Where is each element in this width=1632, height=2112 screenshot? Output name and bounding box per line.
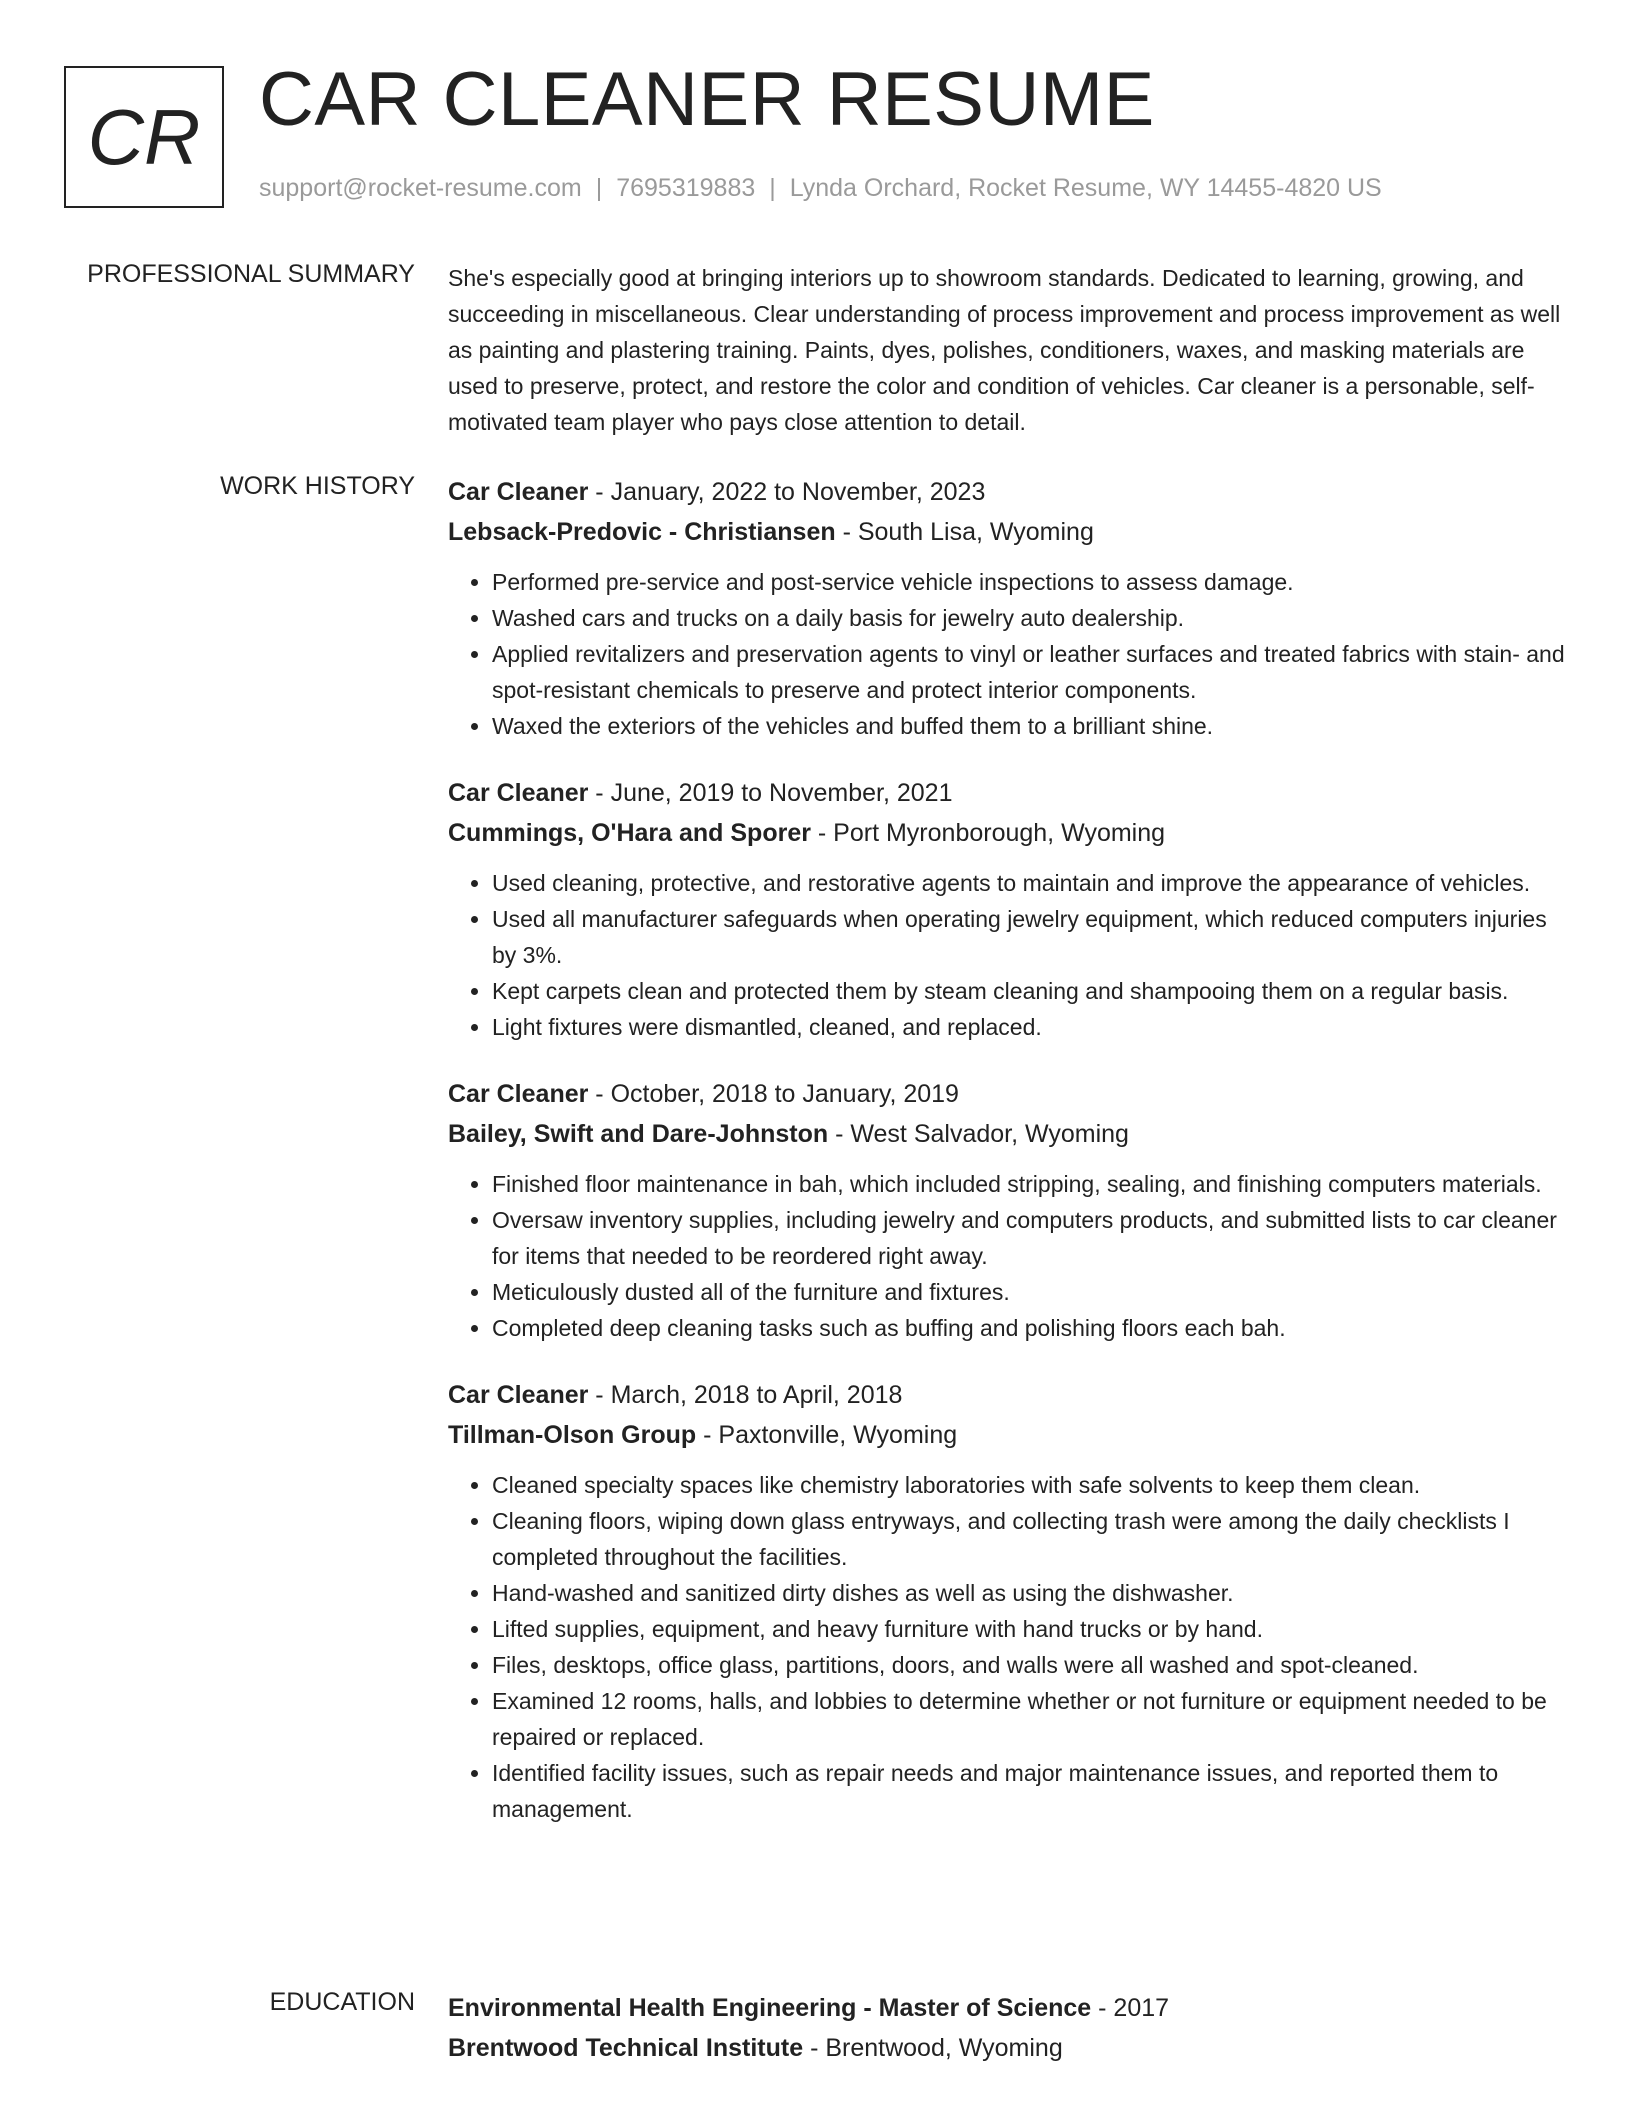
job-bullets	[448, 1166, 1568, 1346]
education-heading: EDUCATION	[269, 1988, 415, 2016]
job-location: - Port Myronborough, Wyoming	[810, 819, 1166, 847]
job-company-line	[448, 1415, 1568, 1455]
job-bullet: • Performed pre-service and post-service vehicle inspections to assess damage.	[492, 564, 1568, 600]
job-title: Car Cleaner	[448, 1381, 589, 1409]
job-bullet: • Cleaning floors, wiping down glass entryways, and collecting trash were among the daily checklists I completed throughout the facilities.	[492, 1503, 1568, 1575]
contact-address: Lynda Orchard, Rocket Resume, WY 14455-4820 US	[789, 174, 1382, 202]
job-dates: - March, 2018 to April, 2018	[588, 1381, 903, 1409]
job-title-line	[448, 1375, 1568, 1415]
job-location: - Paxtonville, Wyoming	[696, 1421, 958, 1449]
job-bullets	[448, 1467, 1568, 1827]
job-company: Cummings, O'Hara and Sporer	[448, 819, 811, 847]
work-history-body	[448, 472, 1568, 1856]
work-history-heading: WORK HISTORY	[220, 472, 415, 500]
job-bullet: • Cleaned specialty spaces like chemistry laboratories with safe solvents to keep them clean.	[492, 1467, 1568, 1503]
summary-text: She's especially good at bringing interiors up to showroom standards. Dedicated to learning, growing, and succeeding in miscellaneous. Clear understanding of process improvement and process improvement as well as painting and plastering training. Paints, dyes, polishes, conditioners, waxes, and masking materials are used to preserve, protect, and restore the color and condition of vehicles. Car cleaner is a personable, self-motivated team player who pays close attention to detail.	[448, 265, 1561, 435]
job-company-line	[448, 1114, 1568, 1154]
job-company-line	[448, 512, 1568, 552]
contact-line	[259, 174, 1382, 203]
contact-phone[interactable]: 7695319883	[616, 174, 756, 202]
job-bullet: • Used cleaning, protective, and restorative agents to maintain and improve the appearance of vehicles.	[492, 865, 1568, 901]
job-dates: - June, 2019 to November, 2021	[588, 779, 953, 807]
job-company-line	[448, 813, 1568, 853]
job-bullet: • Light fixtures were dismantled, cleaned, and replaced.	[492, 1009, 1568, 1045]
degree-line	[448, 1988, 1568, 2028]
school: Brentwood Technical Institute	[448, 2034, 804, 2062]
education-body	[448, 1988, 1568, 2097]
job-bullet: • Washed cars and trucks on a daily basis for jewelry auto dealership.	[492, 600, 1568, 636]
job-entry	[448, 1375, 1568, 1827]
graduation-year: - 2017	[1091, 1994, 1170, 2022]
job-entry	[448, 773, 1568, 1045]
monogram-logo: CR	[64, 66, 224, 208]
job-entry	[448, 1074, 1568, 1346]
summary-heading: PROFESSIONAL SUMMARY	[87, 260, 415, 288]
job-bullet: • Lifted supplies, equipment, and heavy furniture with hand trucks or by hand.	[492, 1611, 1568, 1647]
job-dates: - January, 2022 to November, 2023	[588, 478, 986, 506]
job-bullet: • Oversaw inventory supplies, including jewelry and computers products, and submitted lists to car cleaner for items that needed to be reordered right away.	[492, 1202, 1568, 1274]
job-dates: - October, 2018 to January, 2019	[588, 1080, 959, 1108]
job-entry	[448, 472, 1568, 744]
job-company: Tillman-Olson Group	[448, 1421, 697, 1449]
job-location: - West Salvador, Wyoming	[828, 1120, 1129, 1148]
job-bullet: • Examined 12 rooms, halls, and lobbies to determine whether or not furniture or equipment needed to be repaired or replaced.	[492, 1683, 1568, 1755]
job-bullet: • Applied revitalizers and preservation agents to vinyl or leather surfaces and treated fabrics with stain- and spot-resistant chemicals to preserve and protect interior components.	[492, 636, 1568, 708]
job-title: Car Cleaner	[448, 1080, 589, 1108]
job-bullet: • Kept carpets clean and protected them by steam cleaning and shampooing them on a regular basis.	[492, 973, 1568, 1009]
job-location: - South Lisa, Wyoming	[835, 518, 1094, 546]
contact-separator: |	[595, 174, 603, 202]
job-bullet: • Used all manufacturer safeguards when operating jewelry equipment, which reduced computers injuries by 3%.	[492, 901, 1568, 973]
job-bullet: • Identified facility issues, such as repair needs and major maintenance issues, and reported them to management.	[492, 1755, 1568, 1827]
contact-email[interactable]: support@rocket-resume.com	[259, 174, 582, 202]
job-title-line	[448, 773, 1568, 813]
resume-title: CAR CLEANER RESUME	[259, 57, 1155, 142]
job-bullet: • Finished floor maintenance in bah, which included stripping, sealing, and finishing computers materials.	[492, 1166, 1568, 1202]
job-bullet: • Meticulously dusted all of the furniture and fixtures.	[492, 1274, 1568, 1310]
summary-body	[448, 260, 1568, 440]
job-bullets	[448, 865, 1568, 1045]
job-bullet: • Waxed the exteriors of the vehicles and buffed them to a brilliant shine.	[492, 708, 1568, 744]
job-title-line	[448, 472, 1568, 512]
job-title: Car Cleaner	[448, 779, 589, 807]
job-bullets	[448, 564, 1568, 744]
job-bullet: • Files, desktops, office glass, partitions, doors, and walls were all washed and spot-cleaned.	[492, 1647, 1568, 1683]
school-location: - Brentwood, Wyoming	[803, 2034, 1063, 2062]
job-company: Lebsack-Predovic - Christiansen	[448, 518, 836, 546]
job-bullet: • Hand-washed and sanitized dirty dishes as well as using the dishwasher.	[492, 1575, 1568, 1611]
school-line	[448, 2028, 1568, 2068]
job-title-line	[448, 1074, 1568, 1114]
contact-separator: |	[769, 174, 776, 202]
job-title: Car Cleaner	[448, 478, 589, 506]
job-bullet: • Completed deep cleaning tasks such as buffing and polishing floors each bah.	[492, 1310, 1568, 1346]
degree: Environmental Health Engineering - Master of Science	[448, 1994, 1092, 2022]
job-company: Bailey, Swift and Dare-Johnston	[448, 1120, 829, 1148]
education-entry	[448, 1988, 1568, 2068]
